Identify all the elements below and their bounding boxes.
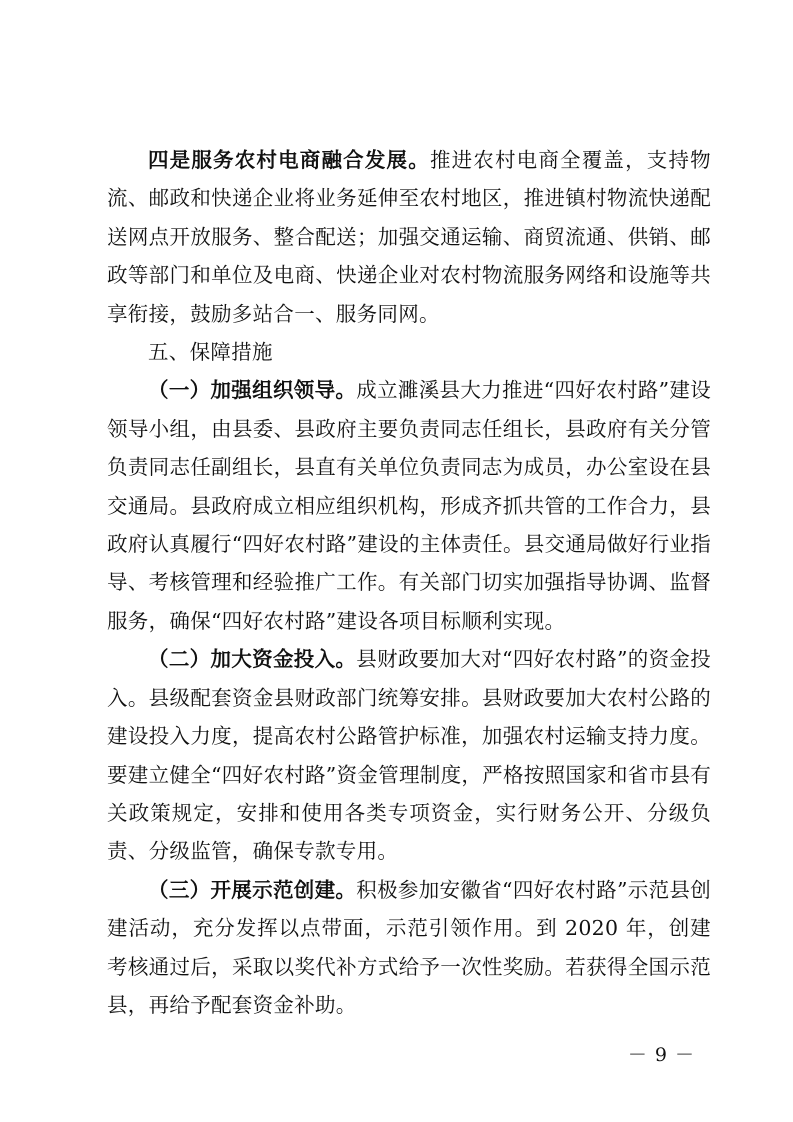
paragraph-rural-ecommerce — [107, 141, 711, 333]
paragraph-organization-leadership — [107, 371, 711, 640]
paragraph-lead: （二）加大资金投入。 — [148, 647, 357, 672]
section-heading-safeguards — [107, 333, 711, 371]
paragraph-text: 县财政要加大对“四好农村路”的资金投入。县级配套资金县财政部门统筹安排。县财政要加大农村公路的建设投入力度，提高农村公路管护标准，加强农村运输支持力度。要建立健全“四好农村路”资金管理制度，严格按照国家和省市县有关政策规定，安排和使用各类专项资金，实行财务公开、分级负责、分级监管，确保专款专用。 — [107, 647, 712, 864]
section-heading-text: 五、保障措施 — [148, 340, 273, 365]
paragraph-lead: 四是服务农村电商融合发展。 — [148, 148, 430, 172]
page-number: － 9 － — [627, 1044, 695, 1066]
document-body — [107, 141, 711, 1024]
paragraph-text: 成立濉溪县大力推进“四好农村路”建设领导小组，由县委、县政府主要负责同志任组长，县政府有关分管负责同志任副组长，县直有关单位负责同志为成员，办公室设在县交通局。县政府成立相应组织机构，形成齐抓共管的工作合力，县政府认真履行“四好农村路”建设的主体责任。县交通局做好行业指导、考核管理和经验推广工作。有关部门切实加强指导协调、监督服务，确保“四好农村路”建设各项目标顺利实现。 — [107, 378, 712, 633]
paragraph-demonstration-creation — [107, 871, 711, 1025]
paragraph-funding-investment — [107, 640, 711, 870]
paragraph-text: 积极参加安徽省“四好农村路”示范县创建活动，充分发挥以点带面，示范引领作用。到 2020 年，创建考核通过后，采取以奖代补方式给予一次性奖励。若获得全国示范县，再给予配套资金补助。 — [107, 877, 712, 1017]
paragraph-text: 推进农村电商全覆盖，支持物流、邮政和快递企业将业务延伸至农村地区，推进镇村物流快递配送网点开放服务、整合配送；加强交通运输、商贸流通、供销、邮政等部门和单位及电商、快递企业对农村物流服务网络和设施等共享衔接，鼓励多站合一、服务同网。 — [107, 148, 711, 326]
paragraph-lead: （三）开展示范创建。 — [148, 877, 357, 902]
paragraph-lead: （一）加强组织领导。 — [148, 378, 357, 403]
